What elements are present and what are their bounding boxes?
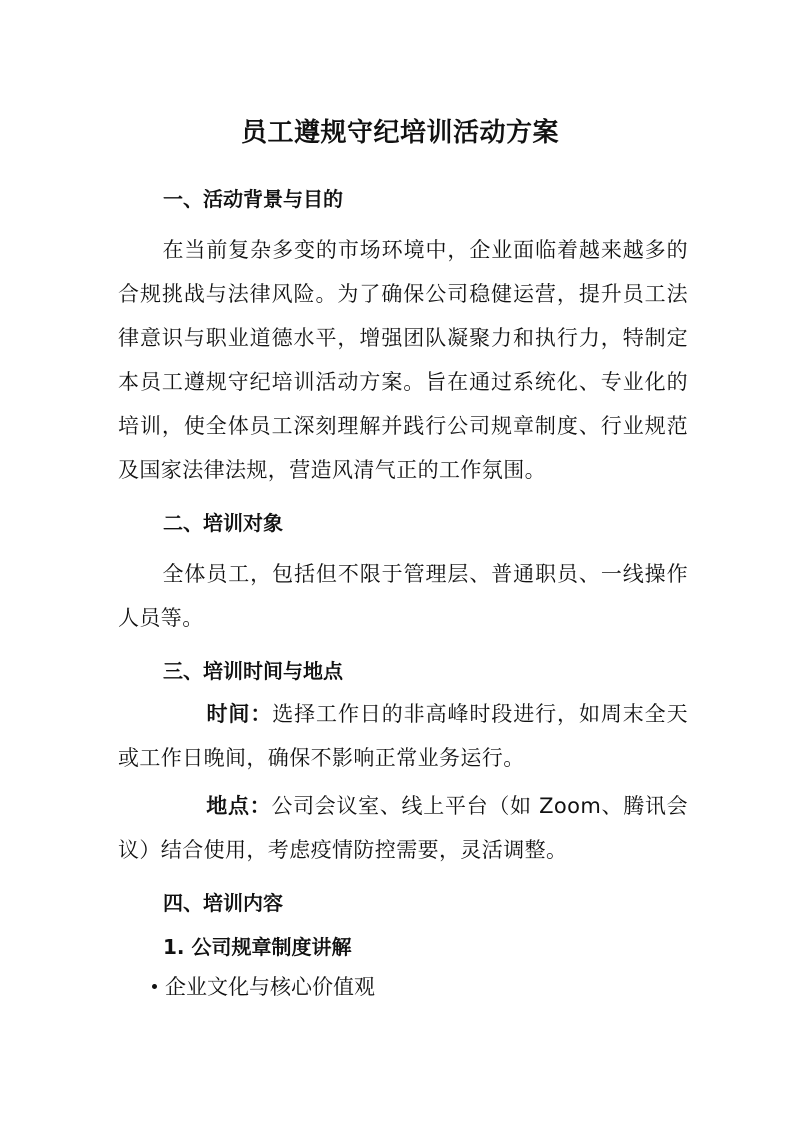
place-label: 地点： [206,794,272,818]
section-heading-background: 一、活动背景与目的 [163,187,343,211]
place-text: 公司会议室、线上平台（如 Zoom、腾讯会议）结合使用，考虑疫情防控需要，灵活调整。 [118,794,688,862]
document-title: 员工遵规守纪培训活动方案 [240,118,559,148]
section-body-audience [118,552,688,640]
content-item-1: 1. 公司规章制度讲解 [163,935,352,959]
place-paragraph [118,784,688,872]
time-paragraph [118,692,688,780]
background-text: 在当前复杂多变的市场环境中，企业面临着越来越多的合规挑战与法律风险。为了确保公司稳健运营，提升员工法律意识与职业道德水平，增强团队凝聚力和执行力，特制定本员工遵规守纪培训活动方案。旨在通过系统化、专业化的培训，使全体员工深刻理解并践行公司规章制度、行业规范及国家法律法规，营造风清气正的工作氛围。 [118,238,688,482]
section-heading-audience: 二、培训对象 [163,511,283,535]
section-heading-time-place: 三、培训时间与地点 [163,659,343,683]
time-label: 时间： [206,702,273,726]
bullet-text: 企业文化与核心价值观 [165,975,375,999]
bullet-list-item [152,971,375,1001]
bullet-icon [152,984,157,989]
audience-text: 全体员工，包括但不限于管理层、普通职员、一线操作人员等。 [118,562,688,630]
section-heading-content: 四、培训内容 [163,891,283,915]
time-text: 选择工作日的非高峰时段进行，如周末全天或工作日晚间，确保不影响正常业务运行。 [118,702,688,770]
section-body-background [118,228,688,492]
